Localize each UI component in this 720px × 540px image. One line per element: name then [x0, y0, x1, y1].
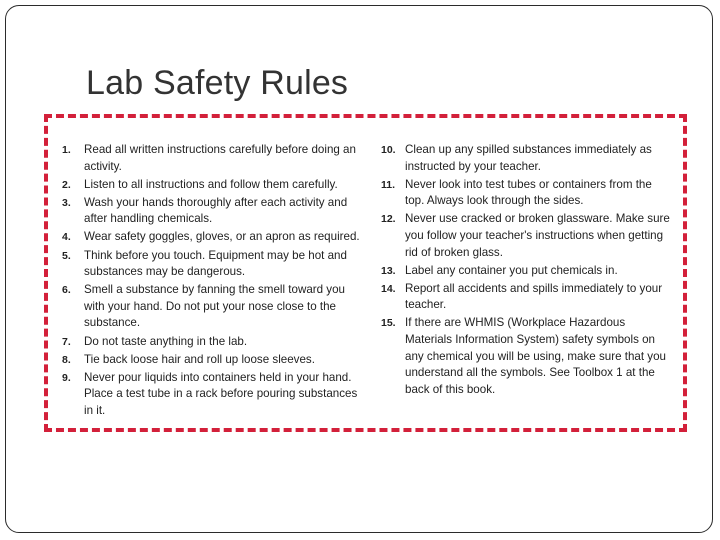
- rule-item: [62, 142, 366, 175]
- rule-text: Report all accidents and spills immediately to your teacher.: [405, 281, 663, 312]
- rule-item: [62, 195, 366, 228]
- rule-item: [62, 282, 366, 332]
- rule-item: [381, 211, 671, 261]
- rule-text: Listen to all instructions and follow them carefully.: [84, 177, 338, 191]
- rule-item: [62, 229, 366, 246]
- rule-number: 12.: [381, 213, 396, 226]
- rule-number: 15.: [381, 317, 396, 330]
- rule-number: 6.: [62, 284, 71, 297]
- rule-number: 8.: [62, 353, 71, 366]
- rule-number: 3.: [62, 196, 71, 209]
- rule-item: [381, 263, 671, 280]
- rule-item: [62, 352, 366, 369]
- rule-item: [62, 177, 366, 194]
- rule-text: Never use cracked or broken glassware. Make sure you follow your teacher's instructions when getting rid of broken glass.: [405, 212, 670, 259]
- rule-number: 1.: [62, 144, 71, 156]
- rule-number: 10.: [381, 144, 396, 156]
- rule-item: [381, 315, 671, 398]
- rule-number: 9.: [62, 371, 71, 384]
- rule-text: If there are WHMIS (Workplace Hazardous Materials Information System) safety symbols on any chemical you will be using, make sure that you understand all the symbols. See Toolbox 1 at the back of this book.: [405, 316, 666, 396]
- rule-item: [62, 334, 366, 351]
- rule-number: 2.: [62, 178, 71, 191]
- rule-item: [62, 370, 366, 420]
- rule-number: 5.: [62, 249, 71, 262]
- rule-number: 14.: [381, 282, 396, 295]
- rules-column-left: [62, 142, 366, 421]
- rules-box: [44, 114, 687, 432]
- slide-title: Lab Safety Rules: [86, 64, 349, 102]
- rule-text: Clean up any spilled substances immediately as instructed by your teacher.: [405, 143, 652, 173]
- rule-number: 4.: [62, 231, 71, 244]
- rule-number: 11.: [381, 178, 396, 191]
- rule-text: Tie back loose hair and roll up loose sleeves.: [84, 352, 315, 366]
- rules-column-right: [381, 142, 671, 400]
- rule-text: Read all written instructions carefully before doing an activity.: [84, 143, 356, 173]
- rule-text: Wash your hands thoroughly after each activity and after handling chemicals.: [84, 195, 348, 226]
- rule-item: [62, 248, 366, 281]
- rule-text: Wear safety goggles, gloves, or an apron as required.: [84, 230, 360, 244]
- rule-text: Never look into test tubes or containers from the top. Always look through the sides.: [405, 177, 652, 208]
- rule-text: Do not taste anything in the lab.: [84, 334, 248, 348]
- rule-number: 7.: [62, 335, 71, 348]
- rule-number: 13.: [381, 264, 396, 277]
- rule-item: [381, 281, 671, 314]
- rule-text: Label any container you put chemicals in.: [405, 263, 618, 277]
- rule-item: [381, 177, 671, 210]
- slide-frame: [5, 5, 713, 533]
- rule-item: [381, 142, 671, 175]
- rule-text: Smell a substance by fanning the smell toward you with your hand. Do not put your nose close to the substance.: [84, 283, 346, 330]
- rule-text: Think before you touch. Equipment may be hot and substances may be dangerous.: [84, 248, 347, 279]
- rule-text: Never pour liquids into containers held in your hand. Place a test tube in a rack before pouring substances in it.: [84, 370, 358, 417]
